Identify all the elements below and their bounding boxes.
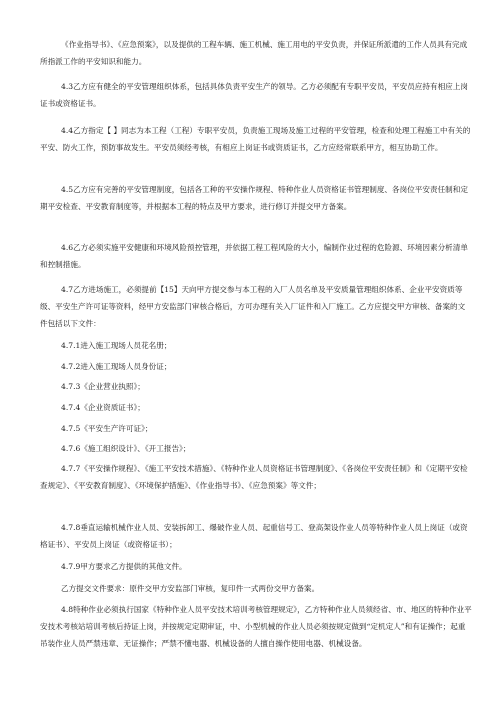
paragraph-4-5: 4.5乙方应有完善的平安管理制度，包括各工种的平安操作规程、特种作业人员资格证书管理制度、各岗位平安责任制和定期平安检查、平安教育制度等，并根据本工程的特点及甲方要求，进行修订并提交甲方备案。: [40, 185, 468, 211]
paragraph-4-8: 4.8特种作业必须执行国家《特种作业人员平安技术培训考核管理规定》，乙方特种作业人员须经省、市、地区的特种作业平安技术考核站培训考核后持证上岗，并按规定定期审证，中、小型机械的作业人员必须按规定做到“定机定人”和有证操作；起重吊装作业人员严禁违章、无证操作；严禁不懂电器、机械设备的人擅自操作使用电器、机械设备。: [40, 605, 472, 648]
list-item-4-7-8: 4.7.8垂直运输机械作业人员、安装拆卸工、爆破作业人员、起重信号工、登高架设作业人员等特种作业人员上岗证（或资格证书）、平安员上岗证（或资格证书）；: [40, 523, 468, 549]
paragraph-4-6: 4.6乙方必须实施平安健康和环境风险预控管理，并依据工程工程风险的大小，编制作业过程的危险源、环境因素分析清单和控制措施。: [40, 243, 468, 269]
paragraph-4-3: 4.3乙方应有健全的平安管理组织体系，包括具体负责平安生产的领导。乙方必须配有专职平安员，平安员应持有相应上岗证书或资格证书。: [40, 82, 468, 108]
list-item-4-7-4: 4.7.4《企业资质证书》；: [61, 403, 145, 412]
list-item-4-7-7: 4.7.7《平安操作规程》、《施工平安技术措施》、《特种作业人员资格证书管理制度》、《各岗位平安责任制》和《定期平安检查规定》、《平安教育制度》、《环境保护措施》、《作业指导书》、《应急预案》等文件；: [40, 464, 468, 490]
submission-requirements: 乙方提交文件要求：原件交甲方安监部门审核，复印件一式两份交甲方备案。: [61, 584, 320, 593]
paragraph-continuation: 《作业指导书》、《应急预案》，以及提供的工程车辆、施工机械、施工用电的平安负责，并保证所派遣的工作人员具有完成所指派工作的平安知识和能力。: [40, 40, 468, 66]
paragraph-4-4: 4.4乙方指定【 】同志为本工程（工程）专职平安员，负责施工现场及施工过程的平安管理，检查和处理工程施工中有关的平安、防火工作，预防事故发生。平安员须经考核，有相应上岗证书或资质证书，乙方应经常联系甲方，相互协助工作。: [40, 126, 471, 152]
list-item-4-7-2: 4.7.2进入施工现场人员身份证；: [61, 362, 172, 371]
paragraph-4-7: 4.7乙方进场施工，必须提前【15】天向甲方提交参与本工程的入厂人员名单及平安质量管理组织体系、企业平安资质等级、平安生产许可证等资料，经甲方安监部门审核合格后，方可办理有关入厂证件和入厂施工。乙方应提交甲方审核、备案的文件包括以下文件：: [40, 285, 466, 328]
list-item-4-7-1: 4.7.1进入施工现场人员花名册；: [61, 341, 172, 350]
list-item-4-7-3: 4.7.3《企业营业执照》；: [61, 382, 145, 391]
list-item-4-7-5: 4.7.5《平安生产许可证》；: [61, 424, 153, 433]
list-item-4-7-6: 4.7.6《施工组织设计》、《开工报告》；: [61, 444, 191, 453]
list-item-4-7-9: 4.7.9甲方要求乙方提供的其他文件。: [61, 562, 187, 571]
